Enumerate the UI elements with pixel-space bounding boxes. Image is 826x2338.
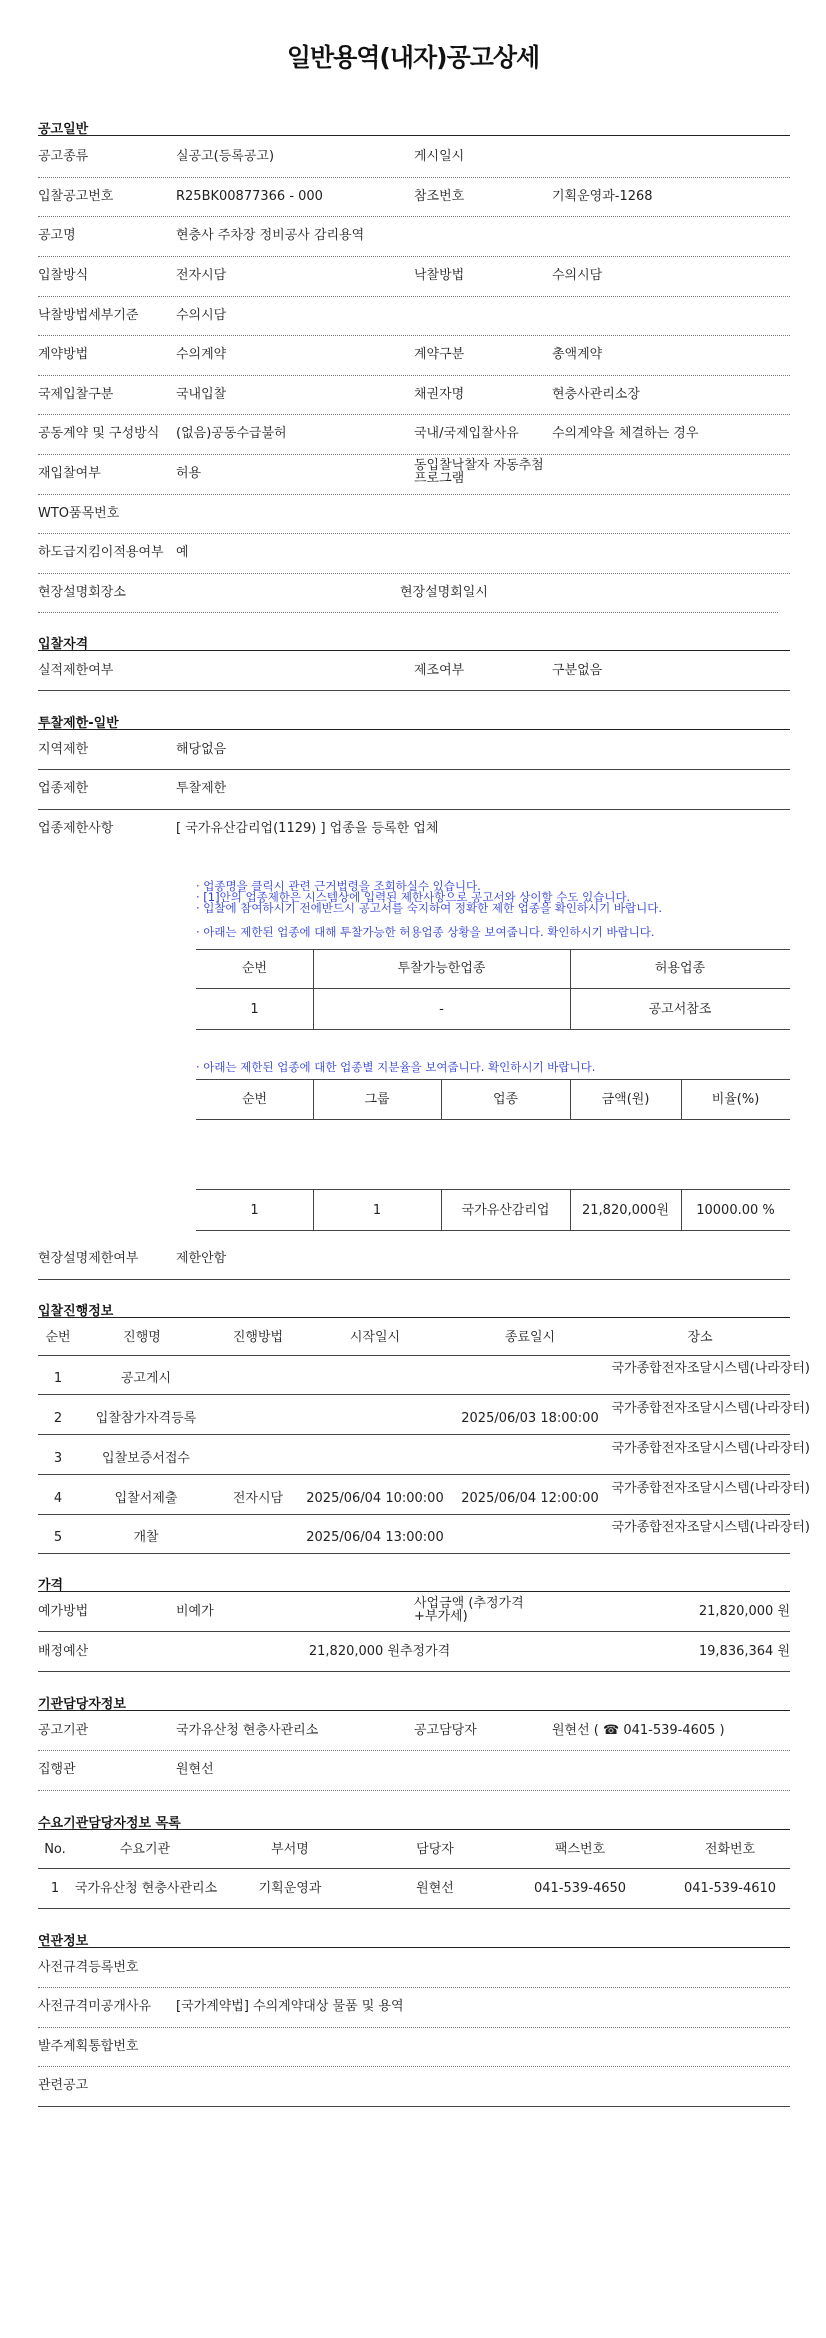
progress-cell-name: 입찰보증서접수 bbox=[102, 1451, 190, 1466]
nondisclose-label: 사전규격미공개사유 bbox=[38, 1999, 152, 2014]
progress-cell-place: 국가종합전자조달시스템(나라장터) bbox=[611, 1481, 810, 1496]
progress-header-method: 진행방법 bbox=[232, 1330, 284, 1345]
row-divider bbox=[38, 1394, 790, 1395]
section-agency-heading: 기관담당자정보 bbox=[38, 1697, 126, 1712]
site-restrict-label: 현장설명제한여부 bbox=[38, 1251, 139, 1266]
row-divider bbox=[38, 769, 790, 770]
section-divider bbox=[38, 1317, 790, 1318]
progress-cell-no: 4 bbox=[53, 1491, 63, 1506]
industry-restrict-value: 투찰제한 bbox=[176, 781, 227, 796]
industry-detail-label: 업종제한사항 bbox=[38, 821, 114, 836]
demand-header-phone: 전화번호 bbox=[704, 1842, 756, 1857]
related-notice-label: 관련공고 bbox=[38, 2078, 89, 2093]
progress-cell-method: 전자시담 bbox=[232, 1491, 284, 1506]
ref-no-value: 기획운영과-1268 bbox=[552, 189, 653, 204]
table-border bbox=[196, 1029, 790, 1030]
progress-cell-name: 개찰 bbox=[133, 1530, 159, 1545]
share-cell-ratio: 10000.00 % bbox=[696, 1203, 775, 1218]
row-divider bbox=[38, 2066, 790, 2067]
share-header-no: 순번 bbox=[241, 1092, 268, 1107]
progress-cell-end: 2025/06/04 12:00:00 bbox=[461, 1491, 599, 1506]
award-method-label: 낙찰방법 bbox=[414, 268, 465, 283]
contract-method-label: 계약방법 bbox=[38, 347, 89, 362]
row-divider bbox=[38, 612, 778, 613]
wto-label: WTO품목번호 bbox=[38, 506, 120, 521]
progress-cell-no: 1 bbox=[53, 1371, 63, 1386]
table-border bbox=[196, 1189, 790, 1190]
rebid-value: 허용 bbox=[176, 466, 202, 481]
allowed-header-permitted: 허용업종 bbox=[654, 961, 706, 976]
share-cell-no: 1 bbox=[250, 1203, 259, 1218]
progress-header-name: 진행명 bbox=[123, 1330, 161, 1345]
manager-label: 공고담당자 bbox=[414, 1723, 477, 1738]
table-border bbox=[196, 1079, 790, 1080]
row-divider bbox=[38, 1868, 790, 1869]
budget-label: 배정예산 bbox=[38, 1644, 89, 1659]
row-divider bbox=[38, 2106, 790, 2107]
table-border bbox=[196, 949, 790, 950]
notice-type-label: 공고종류 bbox=[38, 149, 89, 164]
site-restrict-value: 제한안함 bbox=[176, 1251, 227, 1266]
row-divider bbox=[38, 1553, 790, 1554]
row-divider bbox=[38, 1474, 790, 1475]
progress-cell-place: 국가종합전자조달시스템(나라장터) bbox=[611, 1401, 810, 1416]
section-qualification-heading: 입찰자격 bbox=[38, 637, 89, 652]
allowed-cell-no: 1 bbox=[250, 1002, 259, 1017]
intl-bid-value: 국내입찰 bbox=[176, 387, 227, 402]
section-related-heading: 연관정보 bbox=[38, 1934, 89, 1949]
progress-header-no: 순번 bbox=[45, 1330, 71, 1345]
domestic-reason-label: 국내/국제입찰사유 bbox=[414, 426, 519, 441]
progress-cell-end: 2025/06/03 18:00:00 bbox=[461, 1411, 599, 1426]
row-divider bbox=[38, 533, 790, 534]
share-header-amount: 금액(원) bbox=[601, 1092, 650, 1107]
budget-value: 21,820,000 원 bbox=[308, 1644, 400, 1659]
row-divider bbox=[38, 296, 790, 297]
row-divider bbox=[38, 375, 790, 376]
restriction-note: · [1]안의 업종제한은 시스템상에 입력된 제한사항으로 공고서와 상이할 수도 있습니다. bbox=[196, 890, 631, 904]
domestic-reason-value: 수의계약을 체결하는 경우 bbox=[552, 426, 699, 441]
executor-label: 집행관 bbox=[38, 1762, 76, 1777]
creditor-label: 채권자명 bbox=[414, 387, 465, 402]
row-divider bbox=[38, 1908, 790, 1909]
progress-cell-start: 2025/06/04 13:00:00 bbox=[306, 1530, 444, 1545]
progress-header-end: 종료일시 bbox=[504, 1330, 556, 1345]
creditor-value: 현충사관리소장 bbox=[552, 387, 640, 402]
demand-cell-agency: 국가유산청 현충사관리소 bbox=[74, 1881, 218, 1896]
demand-cell-manager: 원현선 bbox=[416, 1881, 454, 1896]
award-method-value: 수의시담 bbox=[552, 268, 603, 283]
row-divider bbox=[38, 2027, 790, 2028]
intl-bid-label: 국제입찰구분 bbox=[38, 387, 114, 402]
demand-header-dept: 부서명 bbox=[271, 1842, 309, 1857]
row-divider bbox=[38, 690, 790, 691]
allowed-cell-permitted: 공고서참조 bbox=[648, 1002, 712, 1017]
section-progress-heading: 입찰진행정보 bbox=[38, 1304, 114, 1319]
allowed-cell-industry: - bbox=[439, 1002, 444, 1017]
contract-type-label: 계약구분 bbox=[414, 347, 465, 362]
progress-cell-name: 공고게시 bbox=[120, 1371, 172, 1386]
row-divider bbox=[38, 414, 790, 415]
industry-restrict-label: 업종제한 bbox=[38, 781, 89, 796]
progress-cell-place: 국가종합전자조달시스템(나라장터) bbox=[611, 1361, 810, 1376]
estimated-value: 19,836,364 원 bbox=[698, 1644, 790, 1659]
share-cell-amount: 21,820,000원 bbox=[582, 1203, 669, 1218]
demand-cell-dept: 기획운영과 bbox=[258, 1881, 322, 1896]
progress-cell-name: 입찰서제출 bbox=[114, 1491, 178, 1506]
subcontract-label: 하도급지킴이적용여부 bbox=[38, 545, 164, 560]
share-header-industry: 업종 bbox=[492, 1092, 519, 1107]
share-header-ratio: 비율(%) bbox=[711, 1092, 760, 1107]
row-divider bbox=[38, 1671, 790, 1672]
page-title: 일반용역(내자)공고상세 bbox=[286, 43, 540, 72]
ref-no-label: 참조번호 bbox=[414, 189, 465, 204]
estimated-label: 추정가격 bbox=[400, 1644, 451, 1659]
restriction-note: · 입찰에 참여하시기 전에반드시 공고서를 숙지하여 정확한 제한 업종을 확인하시기 바랍니다. bbox=[196, 901, 663, 915]
region-restrict-value: 해당없음 bbox=[176, 742, 227, 757]
post-datetime-label: 게시일시 bbox=[414, 149, 465, 164]
mfg-label: 제조여부 bbox=[414, 663, 465, 678]
manager-value: 원현선 ( ☎ 041-539-4605 ) bbox=[552, 1723, 725, 1738]
rebid-label: 재입찰여부 bbox=[38, 466, 101, 481]
row-divider bbox=[38, 256, 790, 257]
row-divider bbox=[38, 1790, 790, 1791]
section-divider bbox=[38, 1829, 790, 1830]
row-divider bbox=[38, 216, 790, 217]
bid-method-value: 전자시담 bbox=[176, 268, 227, 283]
progress-cell-place: 국가종합전자조달시스템(나라장터) bbox=[611, 1520, 810, 1535]
site-place-label: 현장설명회장소 bbox=[38, 585, 126, 600]
row-divider bbox=[38, 573, 790, 574]
demand-cell-phone: 041-539-4610 bbox=[683, 1881, 777, 1896]
row-divider bbox=[38, 1434, 790, 1435]
section-demand-heading: 수요기관담당자정보 목록 bbox=[38, 1816, 181, 1831]
bid-method-label: 입찰방식 bbox=[38, 268, 89, 283]
row-divider bbox=[38, 1631, 790, 1632]
order-plan-label: 발주계획통합번호 bbox=[38, 2039, 139, 2054]
executor-value: 원현선 bbox=[176, 1762, 214, 1777]
progress-cell-no: 2 bbox=[53, 1411, 63, 1426]
demand-header-fax: 팩스번호 bbox=[554, 1842, 606, 1857]
section-divider bbox=[38, 135, 790, 136]
auto-award-label: 동입찰낙찰자 자동추첨 프로그램 bbox=[414, 458, 544, 486]
bid-no-label: 입찰공고번호 bbox=[38, 189, 114, 204]
section-divider bbox=[38, 1591, 790, 1592]
row-divider bbox=[38, 335, 790, 336]
section-restriction-heading: 투찰제한-일반 bbox=[38, 716, 119, 731]
agency-value: 국가유산청 현충사관리소 bbox=[176, 1723, 319, 1738]
contract-type-value: 총액계약 bbox=[552, 347, 603, 362]
restriction-note: · 업종명을 클릭시 관련 근거법령을 조회하실수 있습니다. bbox=[196, 879, 481, 893]
joint-value: (없음)공동수급불허 bbox=[176, 426, 287, 441]
share-note: · 아래는 제한된 업종에 대한 업종별 지분율을 보여줍니다. 확인하시기 바랍니다. bbox=[196, 1060, 596, 1074]
section-price-heading: 가격 bbox=[38, 1578, 64, 1593]
progress-cell-no: 3 bbox=[53, 1451, 63, 1466]
project-amount-value: 21,820,000 원 bbox=[698, 1604, 790, 1619]
award-criteria-label: 낙찰방법세부기준 bbox=[38, 308, 139, 323]
row-divider bbox=[38, 1514, 790, 1515]
demand-header-no: No. bbox=[44, 1842, 66, 1857]
region-restrict-label: 지역제한 bbox=[38, 742, 89, 757]
progress-header-place: 장소 bbox=[687, 1330, 713, 1345]
share-cell-group: 1 bbox=[372, 1203, 382, 1218]
table-border bbox=[196, 1230, 790, 1231]
row-divider bbox=[38, 177, 790, 178]
subcontract-value: 예 bbox=[176, 545, 189, 560]
notice-type-value: 실공고(등록공고) bbox=[176, 149, 275, 164]
section-divider bbox=[38, 1947, 790, 1948]
award-criteria-value: 수의시담 bbox=[176, 308, 227, 323]
share-header-group: 그룹 bbox=[364, 1092, 390, 1107]
allowed-industry-note: · 아래는 제한된 업종에 대해 투찰가능한 허용업종 상황을 보여줍니다. 확인하시기 바랍니다. bbox=[196, 925, 655, 939]
share-cell-industry: 국가유산감리업 bbox=[461, 1203, 550, 1218]
row-divider bbox=[38, 454, 790, 455]
project-amount-label: 사업금액 (추정가격+부가세) bbox=[414, 1596, 524, 1624]
allowed-header-industry: 투찰가능한업종 bbox=[397, 961, 486, 976]
table-border bbox=[196, 1119, 790, 1120]
section-divider bbox=[38, 650, 790, 651]
contract-method-value: 수의계약 bbox=[176, 347, 227, 362]
demand-header-agency: 수요기관 bbox=[119, 1842, 171, 1857]
bid-no-value: R25BK00877366 - 000 bbox=[176, 189, 323, 204]
pre-price-label: 예가방법 bbox=[38, 1604, 89, 1619]
notice-name-value: 현충사 주차장 정비공사 감리용역 bbox=[176, 228, 365, 243]
section-divider bbox=[38, 729, 790, 730]
demand-header-manager: 담당자 bbox=[416, 1842, 454, 1857]
agency-label: 공고기관 bbox=[38, 1723, 89, 1738]
section-general-heading: 공고일반 bbox=[38, 122, 89, 137]
progress-cell-name: 입찰참가자격등록 bbox=[95, 1411, 197, 1426]
progress-cell-place: 국가종합전자조달시스템(나라장터) bbox=[611, 1441, 810, 1456]
progress-cell-start: 2025/06/04 10:00:00 bbox=[306, 1491, 444, 1506]
notice-name-label: 공고명 bbox=[38, 228, 76, 243]
row-divider bbox=[38, 1355, 790, 1356]
row-divider bbox=[38, 494, 790, 495]
pre-price-value: 비예가 bbox=[176, 1604, 214, 1619]
progress-header-start: 시작일시 bbox=[349, 1330, 401, 1345]
row-divider bbox=[38, 1279, 790, 1280]
industry-restrict-link[interactable]: [ 국가유산감리업(1129) ] 업종을 등록한 업체 bbox=[176, 821, 439, 836]
joint-label: 공동계약 및 구성방식 bbox=[38, 426, 160, 441]
row-divider bbox=[38, 1750, 790, 1751]
mfg-value: 구분없음 bbox=[552, 663, 603, 678]
section-divider bbox=[38, 1710, 790, 1711]
demand-cell-no: 1 bbox=[50, 1881, 60, 1896]
row-divider bbox=[38, 1987, 790, 1988]
allowed-header-no: 순번 bbox=[241, 961, 268, 976]
pre-spec-label: 사전규격등록번호 bbox=[38, 1960, 139, 1975]
progress-cell-no: 5 bbox=[53, 1530, 63, 1545]
nondisclose-value: [국가계약법] 수의계약대상 물품 및 용역 bbox=[176, 1999, 404, 2014]
perf-restrict-label: 실적제한여부 bbox=[38, 663, 114, 678]
site-datetime-label: 현장설명회일시 bbox=[400, 585, 488, 600]
table-border bbox=[196, 988, 790, 989]
demand-cell-fax: 041-539-4650 bbox=[533, 1881, 627, 1896]
row-divider bbox=[38, 809, 790, 810]
